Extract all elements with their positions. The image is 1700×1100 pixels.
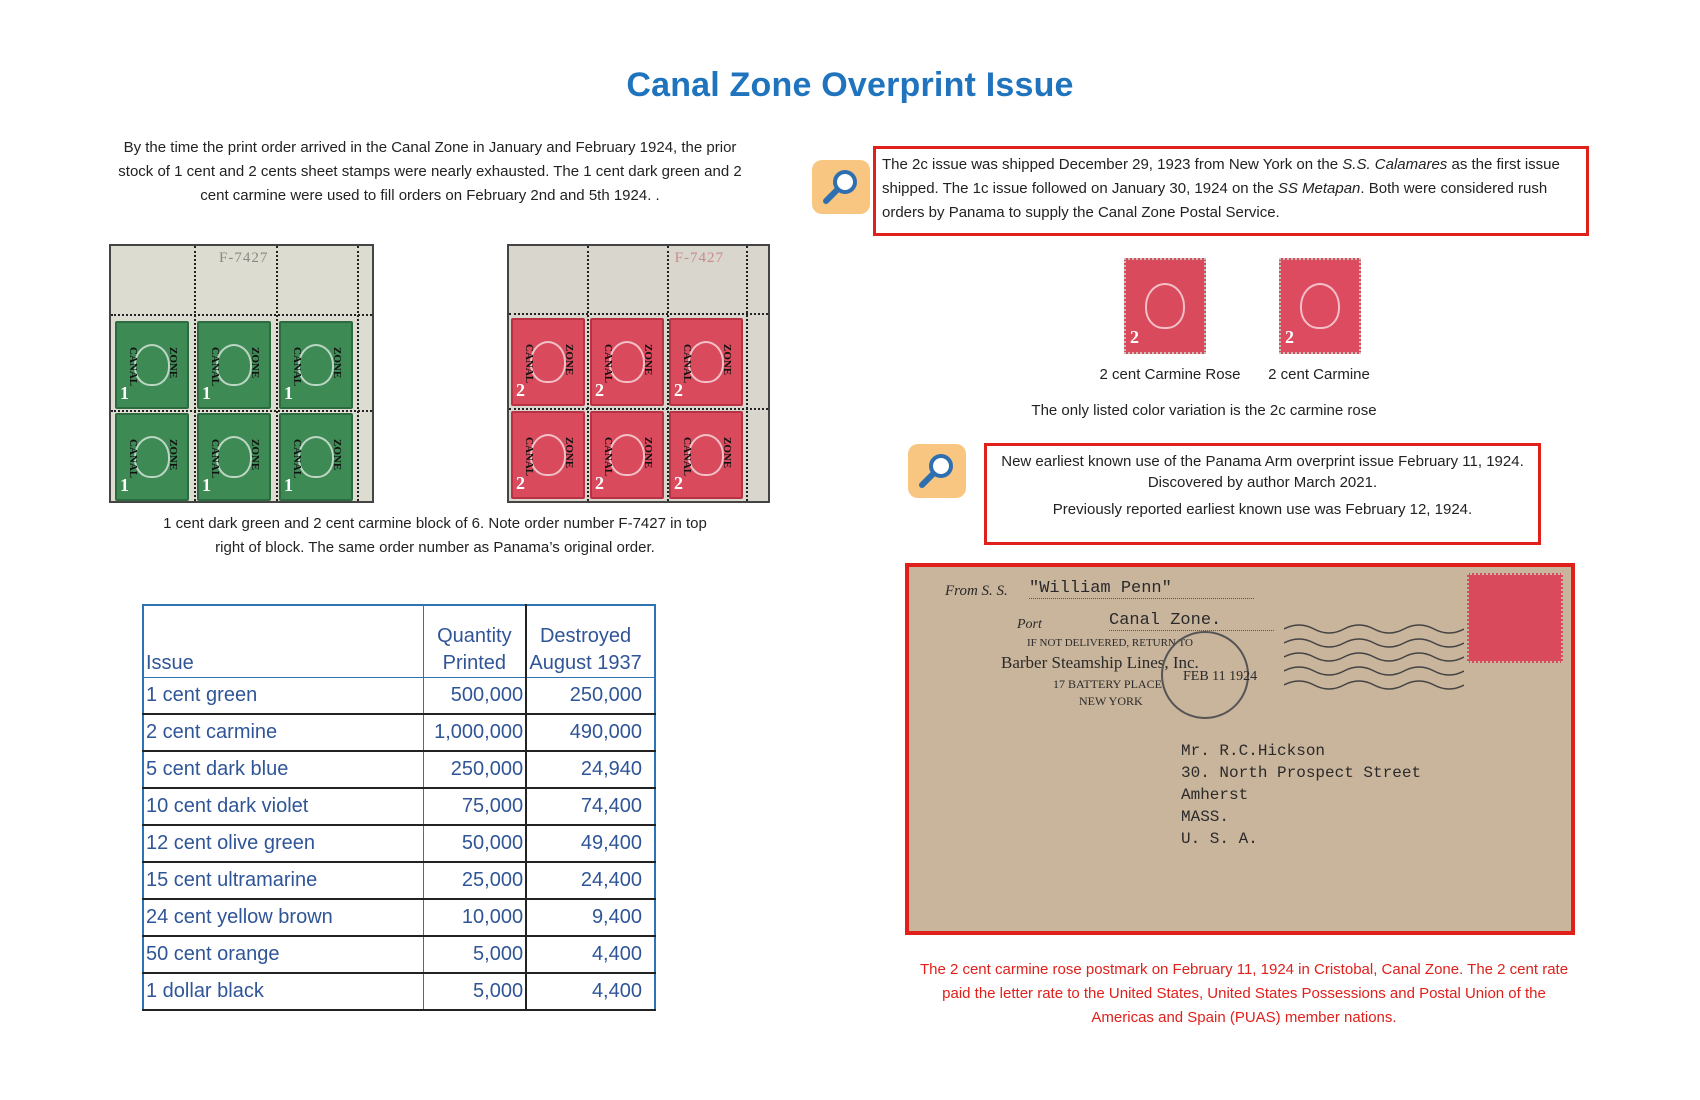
cover-return-note: IF NOT DELIVERED, RETURN TO [1027,637,1193,649]
table-cell: 49,400 [526,825,655,862]
table-row [143,936,655,973]
cover-recipient-address: Mr. R.C.Hickson 30. North Prospect Street Amherst MASS. U. S. A. [1181,742,1422,848]
table-cell: 10 cent dark violet [143,788,423,825]
table-cell: 4,400 [526,973,655,1010]
stamp: CANAL ZONE 2 [590,318,664,406]
table-cell: 10,000 [423,899,526,936]
table-row [143,788,655,825]
table-cell: 1 cent green [143,677,423,714]
table-row [143,899,655,936]
shipping-note-text: as the first issue shipped. The 1c issue followed on January 30, 1924 on the [882,156,1560,197]
color-variation-note: The only listed color variation is the 2c carmine rose [1031,402,1377,419]
table-cell: 24,940 [526,751,655,788]
magnifier-icon [812,160,870,214]
stamp: CANAL ZONE 2 [511,318,585,406]
table-cell: 50 cent orange [143,936,423,973]
cover-caption: The 2 cent carmine rose postmark on February 11, 1924 in Cristobal, Canal Zone. The 2 cent rate paid the letter rate to the United States, United States Possessions and Postal Union of the Americas and Spain (PUAS) member nations. [919,961,1569,1026]
table-cell: 25,000 [423,862,526,899]
cover-port-label: Port [1017,617,1042,632]
shipping-note-text: . Both were considered rush orders by Panama to supply the Canal Zone Postal Service. [882,180,1548,221]
stamp: CANAL ZONE 2 [511,411,585,499]
cover-port: Canal Zone. [1109,611,1274,631]
table-row [143,714,655,751]
page-title: Canal Zone Overprint Issue [626,66,1074,104]
table-cell: 2 cent carmine [143,714,423,751]
red-stamp-block-image [507,244,770,503]
stamp: CANAL ZONE 1 [115,413,189,501]
intro-paragraph: By the time the print order arrived in the Canal Zone in January and February 1924, the prior stock of 1 cent and 2 cents sheet stamps were nearly exhausted. The 1 cent dark green and 2 cent carmine were used to fill orders on February 2nd and 5th 1924. . [118,139,742,204]
table-cell: 1,000,000 [423,714,526,751]
table-header: Issue [143,605,423,677]
table-cell: 250,000 [526,677,655,714]
table-cell: 75,000 [423,788,526,825]
table-header: Quantity Printed [423,605,526,677]
table-cell: 12 cent olive green [143,825,423,862]
stamp-block-caption: 1 cent dark green and 2 cent carmine block of 6. Note order number F-7427 in top right of block. The same order number as Panama’s original order. [163,515,707,556]
table-cell: 24,400 [526,862,655,899]
magnifier-icon [908,444,966,498]
table-row [143,825,655,862]
ship-name: SS Metapan [1277,180,1361,197]
ship-name: S.S. Calamares [1342,156,1448,173]
table-cell: 9,400 [526,899,655,936]
table-row [143,677,655,714]
stamp: CANAL ZONE 1 [197,413,271,501]
table-cell: 24 cent yellow brown [143,899,423,936]
stamp: CANAL ZONE 1 [115,321,189,409]
green-stamp-block-image [109,244,374,503]
table-row [143,973,655,1010]
stamp-label-carmine: 2 cent Carmine [1268,366,1370,383]
shipping-note-text: The 2c issue was shipped December 29, 1923 from New York on the [882,156,1343,173]
table-cell: 5,000 [423,936,526,973]
table-cell: 4,400 [526,936,655,973]
table-row [143,862,655,899]
cover-company-address: 17 BATTERY PLACE [1053,677,1162,691]
wavy-cancel-lines [1284,619,1464,699]
stamp: CANAL ZONE 2 [669,318,743,406]
table-cell: 5 cent dark blue [143,751,423,788]
table-cell: 5,000 [423,973,526,1010]
shipping-note-box [873,146,1589,236]
quantity-table [142,604,656,1011]
carmine-rose-stamp-image: 2 [1124,258,1206,354]
cover-company-city: NEW YORK [1079,694,1143,708]
stamp: CANAL ZONE 1 [197,321,271,409]
earliest-use-box [984,443,1541,545]
earliest-use-line: Previously reported earliest known use was February 12, 1924. [1052,501,1473,518]
order-number: F-7427 [674,250,724,266]
stamp: CANAL ZONE 1 [279,321,353,409]
table-cell: 15 cent ultramarine [143,862,423,899]
earliest-use-line: New earliest known use of the Panama Arm overprint issue February 11, 1924. [1001,453,1524,470]
table-cell: 50,000 [423,825,526,862]
stamp: CANAL ZONE 2 [590,411,664,499]
earliest-use-line: Discovered by author March 2021. [1147,474,1378,491]
order-number: F-7427 [219,250,269,266]
postmark-date: FEB 11 1924 [1183,669,1258,684]
stamp: CANAL ZONE 1 [279,413,353,501]
stamp: CANAL ZONE 2 [669,411,743,499]
table-cell: 250,000 [423,751,526,788]
table-header: Destroyed August 1937 [526,605,655,677]
cover-from-label: From S. S. [945,583,1008,599]
carmine-stamp-image: 2 [1279,258,1361,354]
cover-company: Barber Steamship Lines, Inc. [1001,653,1199,672]
table-cell: 74,400 [526,788,655,825]
table-cell: 490,000 [526,714,655,751]
postal-cover-image [905,563,1575,935]
table-row [143,751,655,788]
stamp-label-carmine-rose: 2 cent Carmine Rose [1099,366,1241,383]
cover-ship-name: "William Penn" [1029,579,1254,599]
table-cell: 500,000 [423,677,526,714]
cover-stamp [1467,573,1563,663]
table-cell: 1 dollar black [143,973,423,1010]
